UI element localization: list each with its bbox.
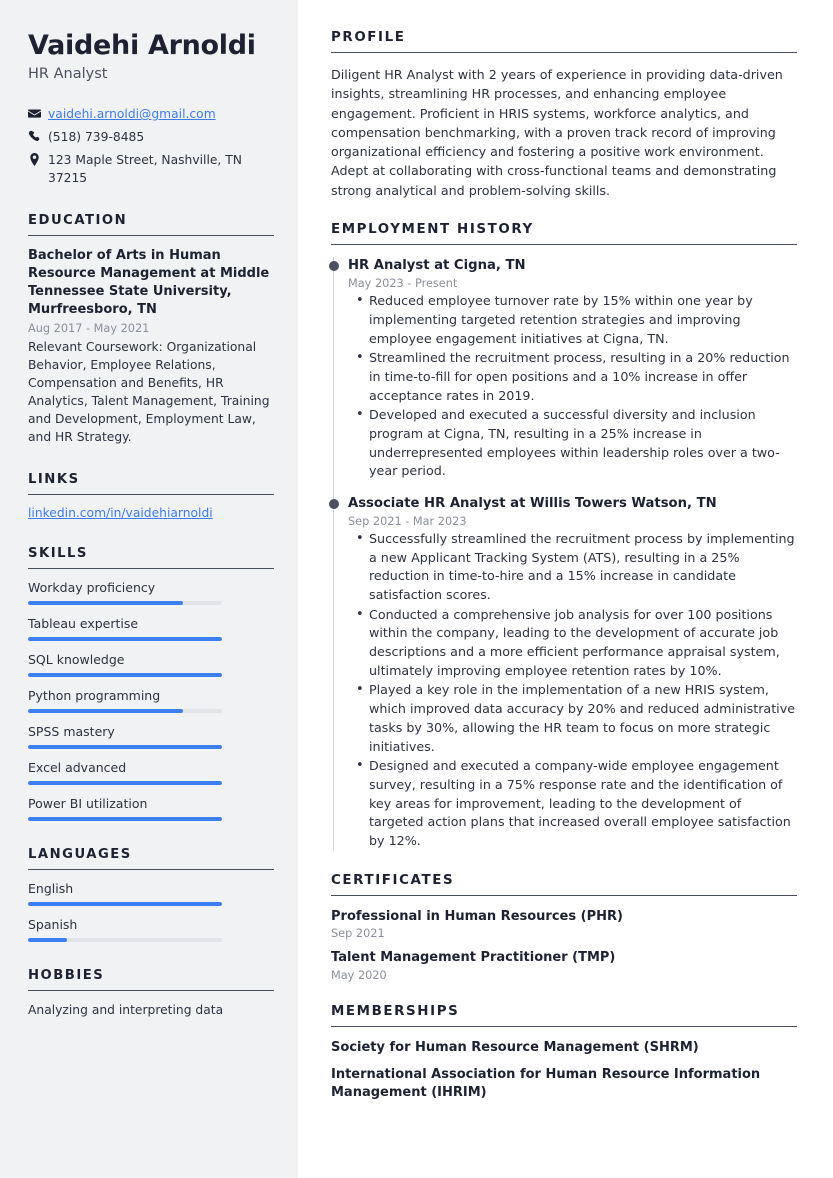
sidebar	[0, 0, 298, 1178]
skill-item	[28, 580, 274, 605]
section-skills	[28, 546, 274, 821]
memberships-list	[331, 1039, 797, 1102]
skill-bar-fill	[28, 709, 183, 713]
phone-icon	[28, 129, 48, 143]
skill-bar-track	[28, 673, 222, 677]
employment-bullet-list	[348, 530, 797, 850]
skill-label: Python programming	[28, 688, 161, 704]
section-links-heading: LINKS	[28, 472, 80, 488]
page-title: Vaidehi Arnoldi	[28, 30, 256, 61]
skill-item	[28, 688, 274, 713]
skill-bar-track	[28, 637, 222, 641]
envelope-icon	[28, 106, 48, 120]
section-divider	[28, 494, 274, 495]
skill-bar-fill	[28, 817, 222, 821]
skill-item	[28, 760, 274, 785]
employment-entry	[348, 495, 797, 851]
skill-bar-fill	[28, 601, 183, 605]
skill-label: Tableau expertise	[28, 616, 139, 632]
membership-item: Society for Human Resource Management (SHRM)	[331, 1039, 699, 1055]
skill-label: Workday proficiency	[28, 580, 156, 596]
language-bar-fill	[28, 938, 67, 942]
profile-text: Diligent HR Analyst with 2 years of experience in providing data-driven insights, streamlining HR processes, and enhancing employee engagement. Proficient in HRIS systems, workforce analytics, and compensation benchmarking, with a proven track record of improving organizational efficiency and fostering a positive work environment. Adept at collaborating with cross-functional teams and demonstrating strong analytical and problem-solving skills.	[331, 67, 783, 198]
map-pin-icon	[28, 152, 48, 166]
main-content	[298, 0, 833, 1178]
certificate-item	[331, 949, 797, 982]
skill-bar-track	[28, 745, 222, 749]
contact-address	[28, 152, 274, 188]
employment-bullet: • Developed and executed a successful diversity and inclusion program at Cigna, TN, resulting in a 25% increase in underrepresented employees within leadership roles over a two-year period.	[348, 406, 797, 481]
skill-item	[28, 616, 274, 641]
skill-label: Excel advanced	[28, 760, 127, 776]
section-education-heading: EDUCATION	[28, 213, 128, 229]
education-description: Relevant Coursework: Organizational Behavior, Employee Relations, Compensation and Benefits, HR Analytics, Talent Management, Training and Development, Employment Law, and HR Strategy.	[28, 340, 270, 445]
employment-bullet: • Designed and executed a company-wide employee engagement survey, resulting in a 75% response rate and the identification of key areas for improvement, leading to the development of targeted action plans that increased overall employee satisfaction by 12%.	[348, 757, 797, 850]
section-links	[28, 472, 274, 520]
section-divider	[331, 52, 797, 53]
section-hobbies-heading: HOBBIES	[28, 968, 105, 984]
employment-bullet: • Played a key role in the implementation of a new HRIS system, which improved data accuracy by 20% and reduced administrative tasks by 30%, allowing the HR team to focus on more strategic initiatives.	[348, 681, 797, 756]
employment-bullet: • Reduced employee turnover rate by 15% within one year by implementing targeted retention strategies and improving employee engagement initiatives at Cigna, TN.	[348, 292, 797, 348]
employment-bullet: • Successfully streamlined the recruitment process by implementing a new Applicant Tracking System (ATS), resulting in a 25% reduction in time-to-hire and a 15% increase in candidate satisfaction scores.	[348, 530, 797, 605]
section-skills-heading: SKILLS	[28, 546, 88, 562]
section-memberships-heading: MEMBERSHIPS	[331, 1003, 460, 1019]
section-profile-heading: PROFILE	[331, 30, 406, 45]
certificate-item	[331, 908, 797, 941]
contact-address-text: 123 Maple Street, Nashville, TN 37215	[48, 152, 242, 185]
section-languages-heading: LANGUAGES	[28, 847, 132, 863]
employment-entry	[348, 257, 797, 481]
skill-bar-track	[28, 709, 222, 713]
employment-date: May 2023 - Present	[348, 277, 458, 291]
language-label: Spanish	[28, 917, 78, 933]
contact-list	[28, 106, 274, 187]
employment-date: Sep 2021 - Mar 2023	[348, 515, 467, 529]
section-employment-heading: EMPLOYMENT HISTORY	[331, 222, 534, 238]
section-languages	[28, 847, 274, 942]
skill-bar-fill	[28, 781, 222, 785]
certificates-list	[331, 908, 797, 982]
section-hobbies	[28, 968, 274, 1020]
employment-bullet-list	[348, 292, 797, 481]
language-label: English	[28, 881, 74, 897]
section-divider	[28, 990, 274, 991]
languages-list	[28, 881, 274, 942]
section-divider	[28, 869, 274, 870]
link-linkedin[interactable]: linkedin.com/in/vaidehiarnoldi	[28, 506, 213, 521]
skill-bar-fill	[28, 637, 222, 641]
section-divider	[28, 568, 274, 569]
skill-label: SQL knowledge	[28, 652, 125, 668]
section-divider	[331, 1026, 797, 1027]
employment-role: HR Analyst at Cigna, TN	[348, 258, 526, 274]
certificate-title: Professional in Human Resources (PHR)	[331, 908, 623, 924]
skill-bar-track	[28, 817, 222, 821]
skill-bar-track	[28, 781, 222, 785]
skill-bar-fill	[28, 673, 222, 677]
certificate-date: May 2020	[331, 968, 387, 982]
section-certificates	[331, 873, 797, 982]
language-bar-track	[28, 902, 222, 906]
employment-bullet: • Streamlined the recruitment process, resulting in a 20% reduction in time-to-fill for open positions and a 10% increase in offer acceptance rates in 2019.	[348, 349, 797, 405]
employment-bullet: • Conducted a comprehensive job analysis for over 100 positions within the company, leading to the development of accurate job descriptions and a more efficient performance appraisal system, ultimately improving employee retention rates by 10%.	[348, 606, 797, 681]
language-bar-fill	[28, 902, 222, 906]
skill-item	[28, 796, 274, 821]
language-item	[28, 881, 274, 906]
employment-role: Associate HR Analyst at Willis Towers Watson, TN	[348, 495, 717, 511]
section-divider	[28, 235, 274, 236]
skill-label: Power BI utilization	[28, 796, 148, 812]
skill-label: SPSS mastery	[28, 724, 115, 740]
skill-bar-track	[28, 601, 222, 605]
section-employment-history	[331, 222, 797, 850]
skill-item	[28, 652, 274, 677]
education-date: Aug 2017 - May 2021	[28, 322, 150, 336]
section-profile	[331, 30, 797, 200]
timeline-dot-icon	[329, 499, 339, 509]
contact-phone	[28, 129, 274, 147]
contact-email-text[interactable]: vaidehi.arnoldi@gmail.com	[48, 107, 216, 122]
section-divider	[331, 244, 797, 245]
section-certificates-heading: CERTIFICATES	[331, 872, 455, 888]
education-degree: Bachelor of Arts in Human Resource Management at Middle Tennessee State University, Murfreesboro, TN	[28, 248, 270, 318]
certificate-title: Talent Management Practitioner (TMP)	[331, 950, 616, 966]
skill-item	[28, 724, 274, 749]
language-bar-track	[28, 938, 222, 942]
timeline-dot-icon	[329, 261, 339, 271]
employment-timeline	[331, 257, 797, 850]
skills-list	[28, 580, 274, 821]
language-item	[28, 917, 274, 942]
skill-bar-fill	[28, 745, 222, 749]
contact-email[interactable]	[28, 106, 274, 124]
contact-phone-text: (518) 739-8485	[48, 129, 145, 144]
section-education	[28, 213, 274, 446]
section-divider	[331, 895, 797, 896]
header-job-title: HR Analyst	[28, 66, 108, 83]
section-memberships	[331, 1004, 797, 1102]
hobby-item: Analyzing and interpreting data	[28, 1003, 224, 1018]
membership-item: International Association for Human Resource Information Management (IHRIM)	[331, 1066, 761, 1100]
certificate-date: Sep 2021	[331, 927, 385, 941]
